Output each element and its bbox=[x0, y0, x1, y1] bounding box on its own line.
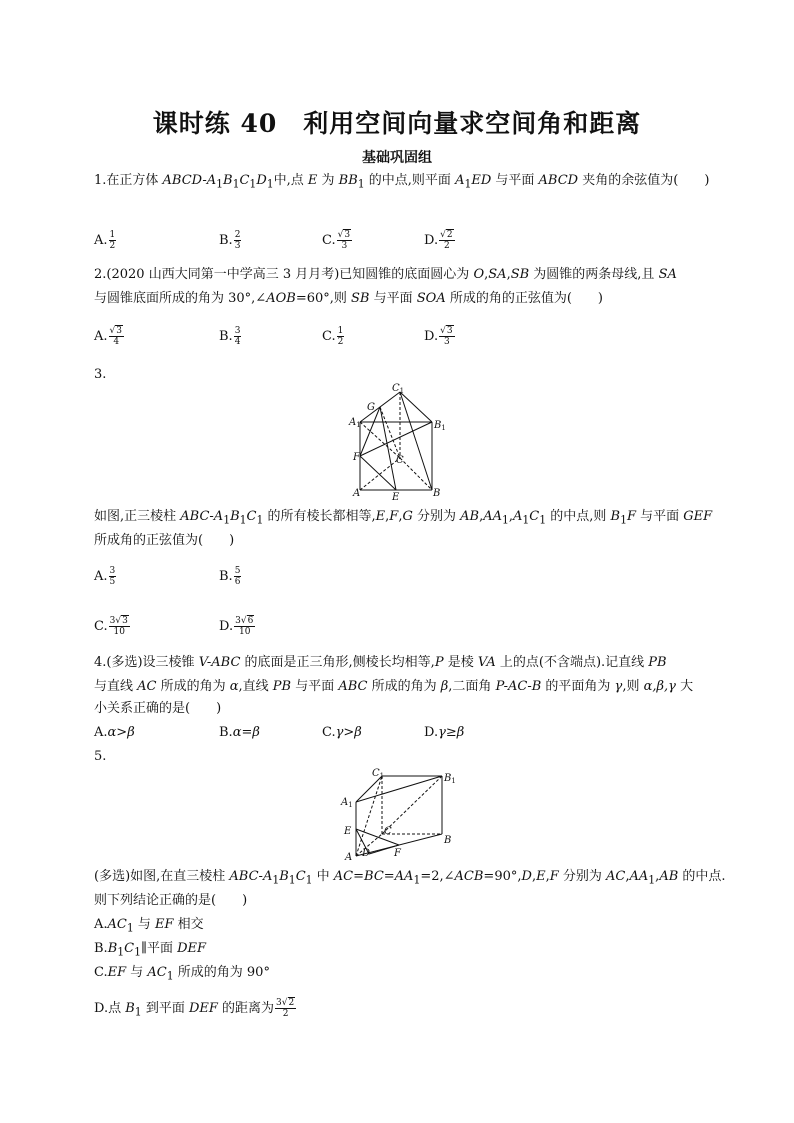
question-5-number: 5. bbox=[94, 749, 107, 764]
label-e: E bbox=[392, 492, 400, 502]
q4-option-b: B.α=β bbox=[219, 725, 260, 740]
q3-option-c: C. $\frac{3√3}{10}$ bbox=[94, 616, 128, 637]
q1-option-d: D. $\frac{√2}{2}$ bbox=[424, 230, 453, 251]
question-4-stem-line2: 与直线 AC 所成的角为 α,直线 PB 与平面 ABC 所成的角为 β,二面角 P-AC-B 的平面角为 γ,则 α,β,γ 大 bbox=[94, 679, 694, 694]
label-b: B bbox=[444, 835, 452, 846]
q1-option-b: B. $\frac{2}{3}$ bbox=[219, 230, 241, 251]
question-5-stem-line2: 则下列结论正确的是( ) bbox=[94, 893, 248, 908]
q3-option-d: D. $\frac{3√6}{10}$ bbox=[219, 616, 254, 637]
question-4-stem-line1: 4.(多选)设三棱锥 V-ABC 的底面是正三角形,侧棱长均相等,P 是棱 VA 上的点(不含端点).记直线 PB bbox=[94, 655, 667, 670]
q5-option-b: $B.B_1C_1\parallel$平面 DEF bbox=[94, 941, 207, 959]
q2-option-d: D. $\frac{√3}{3}$ bbox=[424, 326, 453, 347]
page-title: 课时练 40 利用空间向量求空间角和距离 bbox=[152, 109, 642, 138]
label-a1: $A_1$ bbox=[341, 797, 353, 809]
label-g: G bbox=[367, 402, 375, 413]
label-c1: $C_1$ bbox=[372, 768, 385, 780]
q2-option-c: C. $\frac{1}{2}$ bbox=[322, 326, 344, 347]
q1-option-c: C. $\frac{√3}{3}$ bbox=[322, 230, 351, 251]
question-5-stem-line1: (多选)如图,在直三棱柱 ABC-$A_1B_1C_1$ 中 $AC=BC=AA_1=2,\angle ACB=90^\circ,D,E,F$ 分别为 $AC,AA_1,AB$ 的中点. bbox=[94, 869, 726, 887]
q4-option-d: D.γ≥β bbox=[424, 725, 465, 740]
q1-number: 1 bbox=[94, 173, 103, 188]
label-c1: $C_1$ bbox=[392, 383, 405, 395]
question-3-number: 3. bbox=[94, 367, 107, 382]
question-3-stem-line2: 所成角的正弦值为( ) bbox=[94, 533, 235, 548]
label-a: A bbox=[353, 488, 361, 499]
label-e: E bbox=[344, 826, 352, 837]
q2-number: 2 bbox=[94, 267, 103, 282]
label-c: C bbox=[396, 455, 404, 466]
q2-option-b: B. $\frac{3}{4}$ bbox=[219, 326, 241, 347]
q3-option-a: A. $\frac{3}{5}$ bbox=[94, 566, 116, 587]
q5-option-c: C.EF 与 $AC_1$ 所成的角为 90° bbox=[94, 965, 270, 983]
label-f: F bbox=[394, 848, 401, 859]
q4-option-a: A.α>β bbox=[94, 725, 135, 740]
prism-figure-q3 bbox=[340, 380, 452, 502]
label-f: F bbox=[353, 452, 360, 463]
q5-option-d: D.点 $B_1$ 到平面 DEF 的距离为 $\frac{3√2}{2}$ bbox=[94, 998, 295, 1019]
label-b1: $B_1$ bbox=[434, 420, 446, 432]
label-b1: $B_1$ bbox=[444, 773, 456, 785]
q1-option-a: A. $\frac{1}{2}$ bbox=[94, 230, 116, 251]
question-2-stem-line1: 2.(2020 山西大同第一中学高三 3 月月考)已知圆锥的底面圆心为 O,SA,SB 为圆锥的两条母线,且 SA bbox=[94, 267, 677, 282]
label-a: A bbox=[345, 852, 353, 863]
q4-option-c: C.γ>β bbox=[322, 725, 362, 740]
label-a1: $A_1$ bbox=[349, 417, 361, 429]
label-d: D bbox=[362, 848, 371, 859]
section-heading: 基础巩固组 bbox=[362, 150, 432, 166]
question-1-stem: 1.在正方体 ABCD-$A_1B_1C_1D_1$中,点 E 为 $BB_1$ 的中点,则平面 $A_1ED$ 与平面 ABCD 夹角的余弦值为( ) bbox=[94, 173, 710, 191]
question-2-stem-line2: 与圆锥底面所成的角为 30°,∠AOB=60°,则 SB 与平面 SOA 所成的角的正弦值为( ) bbox=[94, 291, 603, 306]
question-3-stem-line1: 如图,正三棱柱 ABC-$A_1B_1C_1$ 的所有棱长都相等,E,F,G 分别为 $AB,AA_1,A_1C_1$ 的中点,则 $B_1F$ 与平面 GEF bbox=[94, 509, 713, 527]
q5-option-a: $A.AC_1$ 与 EF 相交 bbox=[94, 917, 204, 935]
label-c: C bbox=[384, 826, 392, 837]
q2-option-a: A. $\frac{√3}{4}$ bbox=[94, 326, 123, 347]
q3-option-b: B. $\frac{5}{6}$ bbox=[219, 566, 241, 587]
prism-figure-q5 bbox=[338, 764, 462, 864]
label-b: B bbox=[433, 488, 441, 499]
q4-number: 4 bbox=[94, 655, 103, 670]
question-4-stem-line3: 小关系正确的是( ) bbox=[94, 701, 222, 716]
